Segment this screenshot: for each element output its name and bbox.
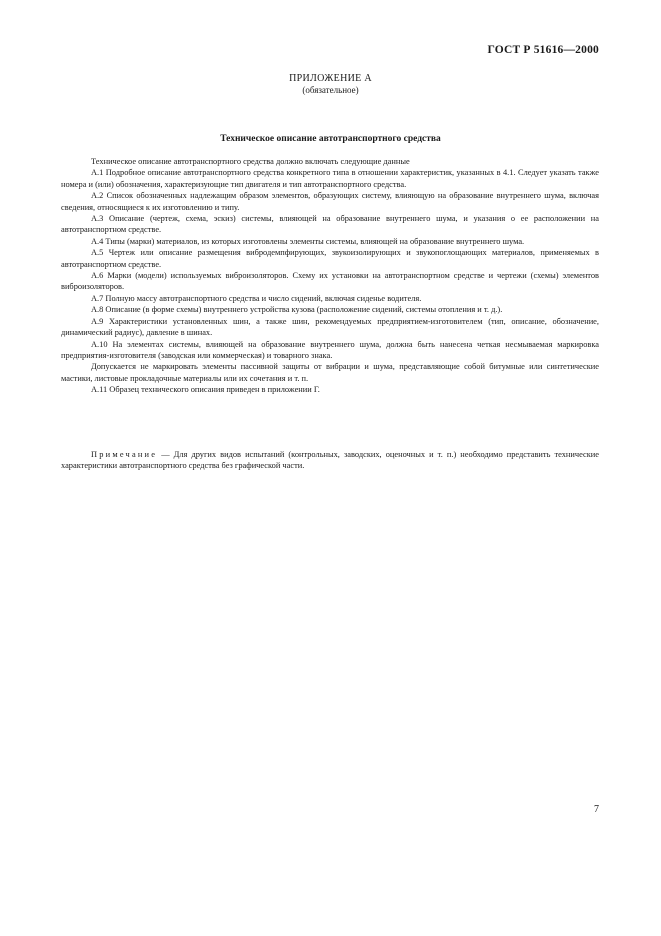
note-block <box>61 449 599 472</box>
paragraph-a2: А.2 Список обозначенных надлежащим образом элементов, образующих систему, влияющую на образование внутреннего шума, включая сведения, относящиеся к их изготовлению и типу. <box>61 191 599 212</box>
paragraph-marking-exception: Допускается не маркировать элементы пассивной защиты от вибрации и шума, представляющие собой битумные или синтетические мастики, листовые прокладочные материалы или их сочетания и т. п. <box>61 362 599 383</box>
note-label: Примечание <box>91 450 158 459</box>
page-number: 7 <box>594 804 599 815</box>
appendix-subtitle: (обязательное) <box>302 85 359 95</box>
intro-paragraph: Техническое описание автотранспортного средства должно включать следующие данные <box>91 157 410 166</box>
note-paragraph <box>61 449 599 472</box>
paragraph-a11: А.11 Образец технического описания приведен в приложении Г. <box>91 385 320 395</box>
paragraph-a10: А.10 На элементах системы, влияющей на образование внутреннего шума, должна быть нанесена четкая несмываемая маркировка предприятия-изготовителя (заводская или коммерческая) и товарного знака. <box>61 339 599 360</box>
section-heading: Техническое описание автотранспортного средства <box>220 134 441 144</box>
paragraph-a7: А.7 Полную массу автотранспортного средства и число сидений, включая сиденье водителя. <box>91 293 422 303</box>
appendix-title: ПРИЛОЖЕНИЕ А <box>289 73 372 84</box>
body-text <box>61 156 599 396</box>
paragraph-a3: А.3 Описание (чертеж, схема, эскиз) системы, влияющей на образование внутреннего шума, и указания о ее расположении на автотранспортном средстве. <box>61 214 599 235</box>
paragraph-a1: А.1 Подробное описание автотранспортного средства конкретного типа в отношении характеристик, указанных в 4.1. Следует указать также номера и (или) обозначения, характеризующие тип двигателя и тип автотранспортного средства. <box>61 168 599 189</box>
paragraph-a6: А.6 Марки (модели) используемых виброизоляторов. Схему их установки на автотранспортном средстве и чертежи (схемы) элементов виброизоляторов. <box>61 271 599 292</box>
paragraph-a9: А.9 Характеристики установленных шин, а также шин, рекомендуемых предприятием-изготовителем (тип, описание, обозначение, динамический радиус), давление в шинах. <box>61 316 599 338</box>
note-text: — Для других видов испытаний (контрольных, заводских, оценочных и т. п.) необходимо представить технические характеристики автотранспортного средства без графической части. <box>61 450 600 471</box>
document-code: ГОСТ Р 51616—2000 <box>487 44 599 56</box>
paragraph-a4: А.4 Типы (марки) материалов, из которых изготовлены элементы системы, влияющей на образование внутреннего шума. <box>91 236 525 246</box>
paragraph-a8: А.8 Описание (в форме схемы) внутреннего устройства кузова (расположение сидений, системы отопления и т. д.). <box>91 305 503 315</box>
paragraph-a5: А.5 Чертеж или описание размещения вибродемпфирующих, звукоизолирующих и звукопоглощающих материалов, применяемых в автотранспортном средстве. <box>61 248 599 269</box>
